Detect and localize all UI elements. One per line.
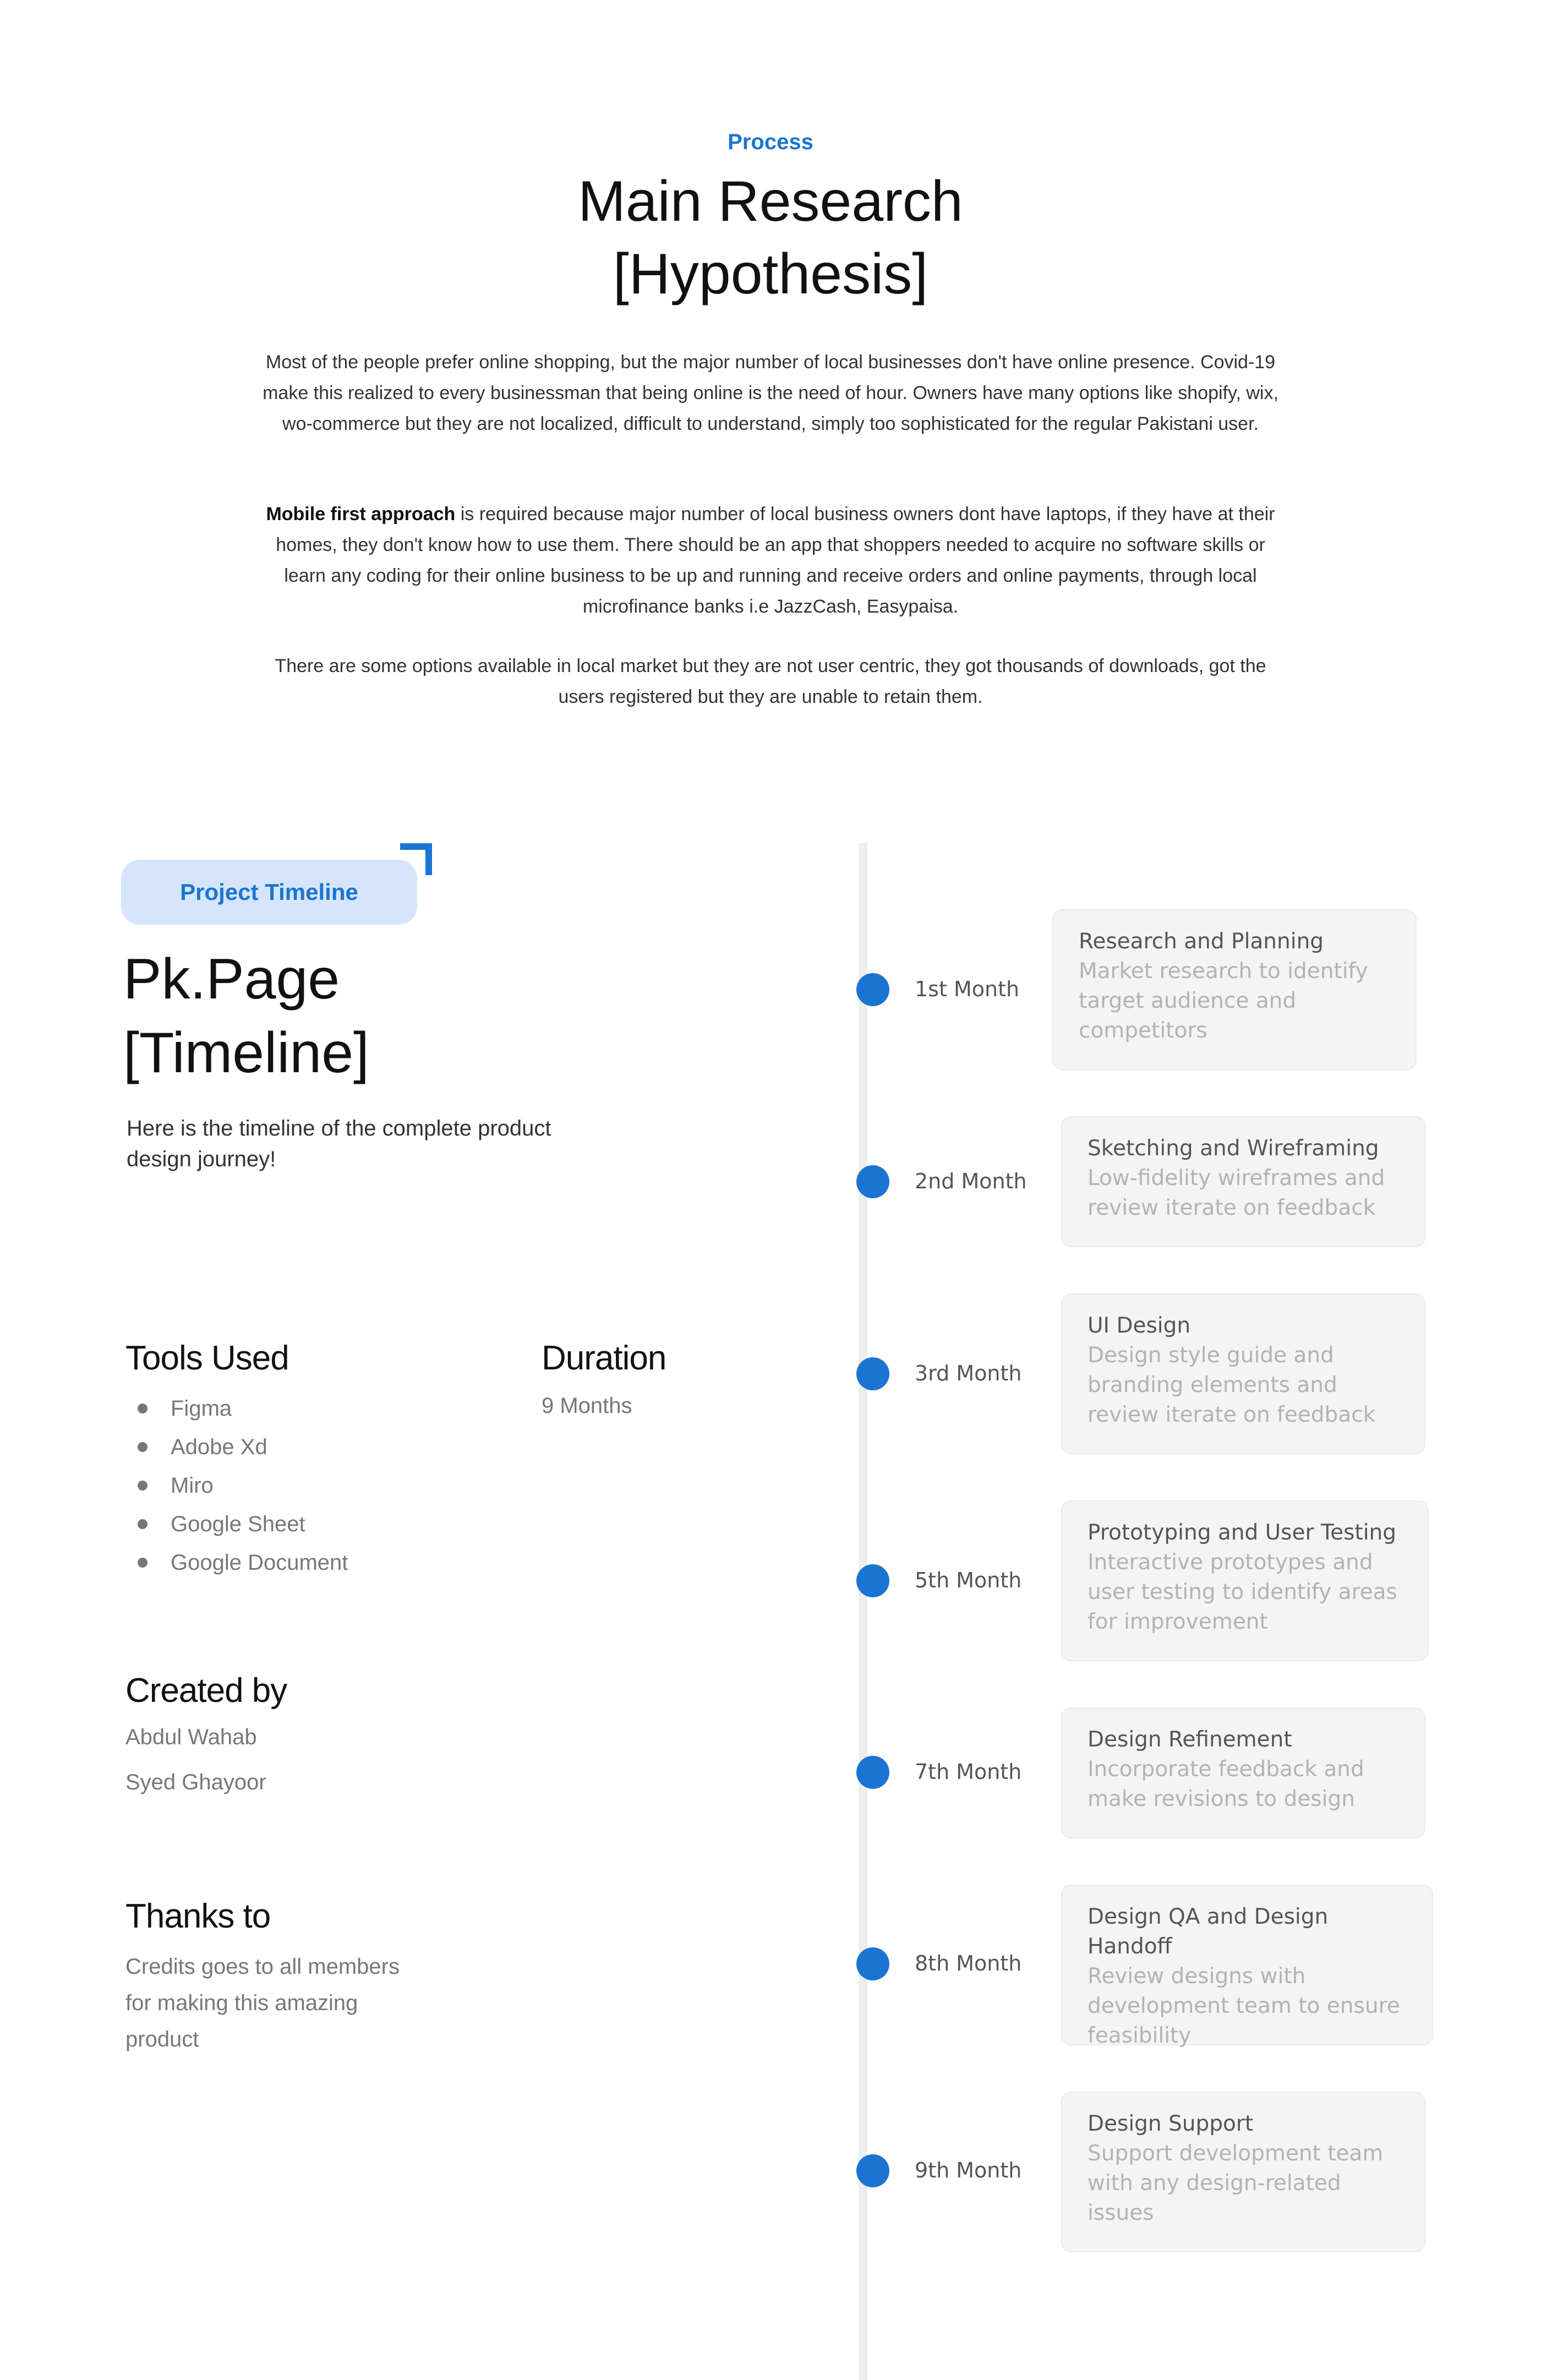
created-by-heading: Created by — [125, 1672, 287, 1710]
tool-name: Figma — [171, 1396, 232, 1421]
timeline-dot — [856, 2154, 889, 2187]
tools-list — [138, 1389, 348, 1582]
list-item — [138, 1466, 348, 1505]
timeline-description: Here is the timeline of the complete product design journey! — [127, 1116, 551, 1171]
timeline-card — [1061, 1500, 1429, 1661]
duration-heading: Duration — [542, 1339, 666, 1377]
intro-paragraph-2-text: is required because major number of local business owners dont have laptops, if they have at their homes, they don't know how to use them. There should be an app that shoppers needed to acquire no software skills or learn any coding for their online business to be up and running and receive orders and online payments, through local microfinance banks i.e JazzCash, Easypaisa. — [276, 504, 1275, 617]
page-title — [0, 165, 1541, 310]
timeline-card-text: Support development team with any design-related issues — [1088, 2141, 1384, 2225]
intro-emphasis: Mobile first approach — [266, 504, 456, 525]
timeline-title — [123, 942, 369, 1090]
tool-name: Google Sheet — [171, 1511, 305, 1536]
timeline-card-text: Interactive prototypes and user testing to identify areas for improvement — [1088, 1550, 1397, 1634]
timeline-card-title: Sketching and Wireframing — [1088, 1136, 1379, 1161]
timeline-card — [1061, 2092, 1425, 2252]
timeline-title-line-2: [Timeline] — [123, 1021, 369, 1085]
intro-paragraph-2 — [253, 499, 1288, 622]
timeline-dot — [856, 973, 889, 1006]
timeline-card-text: Review designs with development team to ensure feasibility — [1088, 1964, 1400, 2048]
timeline-card-text: Market research to identify target audience and competitors — [1079, 959, 1368, 1043]
timeline-card — [1061, 1116, 1425, 1247]
timeline-dot — [856, 1165, 889, 1198]
timeline-card-text: Incorporate feedback and make revisions to design — [1088, 1757, 1364, 1811]
page-title-line-1: Main Research — [578, 170, 963, 233]
timeline-card-title: Design Support — [1088, 2111, 1254, 2136]
thanks-text: Credits goes to all members for making this amazing product — [125, 1955, 400, 2051]
bullet-icon — [138, 1404, 147, 1413]
section-eyebrow: Process — [728, 130, 813, 154]
timeline-card-title: Design QA and Design Handoff — [1088, 1904, 1329, 1959]
timeline-card — [1061, 1885, 1433, 2048]
list-item — [138, 1389, 348, 1428]
timeline-month: 8th Month — [915, 1951, 1022, 1975]
tool-name: Google Document — [171, 1550, 348, 1575]
intro-paragraph-1: Most of the people prefer online shopping, but the major number of local businesses don't have online presence. Covid-19 make this realized to every businessman that being online is the need of hour. Owners have many options like shopify, wix, wo-commerce but they are not localized, difficult to understand, simply too sophisticated for the regular Pakistani user. — [263, 352, 1278, 434]
thanks-heading: Thanks to — [125, 1897, 271, 1935]
timeline-card-title: UI Design — [1088, 1313, 1191, 1338]
bullet-icon — [138, 1519, 147, 1529]
tool-name: Miro — [171, 1473, 214, 1498]
timeline-rail — [859, 843, 867, 2380]
timeline-card-title: Design Refinement — [1088, 1727, 1292, 1752]
timeline-month: 1st Month — [915, 977, 1020, 1001]
tool-name: Adobe Xd — [171, 1434, 267, 1459]
page-title-line-2: [Hypothesis] — [613, 242, 928, 306]
timeline-card-text: Low-fidelity wireframes and review iterate on feedback — [1088, 1166, 1385, 1220]
bullet-icon — [138, 1442, 147, 1452]
timeline-month: 9th Month — [915, 2158, 1022, 2182]
timeline-dot — [856, 1947, 889, 1980]
intro-paragraph-3: There are some options available in local market but they are not user centric, they got thousands of downloads, got the users registered but they are unable to retain them. — [275, 656, 1266, 707]
creator-name: Syed Ghayoor — [125, 1770, 266, 1794]
timeline-title-line-1: Pk.Page — [123, 947, 340, 1011]
project-timeline-chip-label: Project Timeline — [180, 879, 358, 905]
timeline-dot — [856, 1564, 889, 1597]
timeline-month: 3rd Month — [915, 1361, 1022, 1385]
timeline-dot — [856, 1756, 889, 1789]
bullet-icon — [138, 1481, 147, 1491]
list-item — [138, 1505, 348, 1543]
corner-bracket-icon — [400, 843, 432, 875]
timeline-month: 7th Month — [915, 1760, 1022, 1784]
timeline-card — [1061, 1707, 1425, 1838]
timeline-card — [1061, 1293, 1425, 1454]
bullet-icon — [138, 1558, 147, 1568]
timeline-month: 5th Month — [915, 1568, 1022, 1592]
timeline-card — [1052, 909, 1417, 1070]
list-item — [138, 1543, 348, 1582]
timeline-card-title: Prototyping and User Testing — [1088, 1520, 1397, 1545]
list-item — [138, 1428, 348, 1466]
timeline-card-title: Research and Planning — [1079, 929, 1324, 954]
timeline-month: 2nd Month — [915, 1169, 1027, 1193]
timeline-dot — [856, 1357, 889, 1390]
duration-value: 9 Months — [542, 1394, 632, 1418]
project-timeline-chip — [121, 860, 417, 925]
creator-name: Abdul Wahab — [125, 1725, 257, 1749]
tools-heading: Tools Used — [125, 1339, 289, 1377]
timeline-card-text: Design style guide and branding elements and review iterate on feedback — [1088, 1343, 1376, 1427]
